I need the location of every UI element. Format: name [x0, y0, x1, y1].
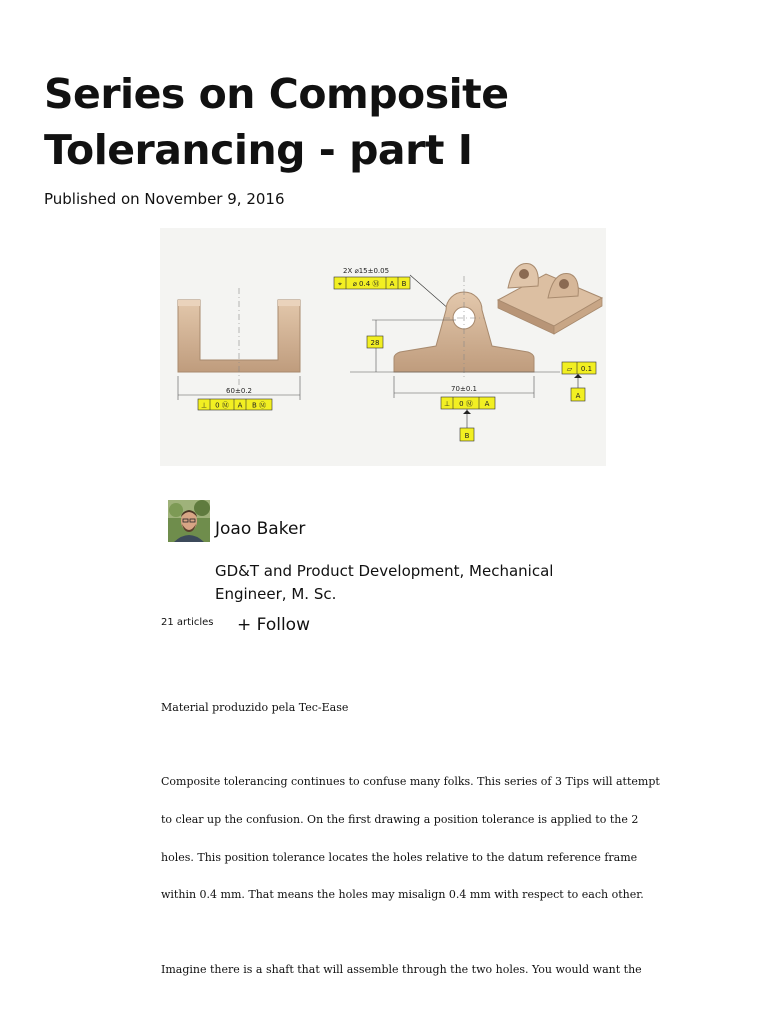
left-feature-control-frame	[198, 399, 272, 410]
follow-button[interactable]: + Follow	[237, 615, 310, 635]
svg-text:0.1: 0.1	[580, 365, 593, 373]
svg-text:▱: ▱	[566, 365, 573, 373]
publish-date: Published on November 9, 2016	[44, 190, 285, 208]
author-headline: GD&T and Product Development, Mechanical Engineer, M. Sc.	[215, 562, 554, 603]
body-paragraph-line: Imagine there is a shaft that will assemble through the two holes. You would want the	[161, 963, 642, 976]
body-paragraph-line: Composite tolerancing continues to confuse many folks. This series of 3 Tips will attempt	[161, 775, 660, 788]
svg-text:A: A	[389, 280, 395, 288]
svg-text:B: B	[401, 280, 407, 288]
left-width-dimension: 60±0.2	[226, 387, 252, 395]
hole-size-note: 2X ⌀15±0.05	[343, 267, 390, 275]
svg-text:⌀ 0.4 Ⓜ: ⌀ 0.4 Ⓜ	[352, 280, 380, 288]
svg-text:A: A	[237, 401, 243, 410]
top-feature-control-frame	[334, 277, 410, 289]
svg-text:0 Ⓜ: 0 Ⓜ	[215, 401, 229, 410]
author-name[interactable]: Joao Baker	[215, 519, 306, 539]
article-hero-figure	[160, 228, 606, 466]
svg-text:⊥: ⊥	[200, 401, 208, 410]
svg-text:⌖: ⌖	[338, 280, 342, 288]
body-paragraph-line: holes. This position tolerance locates the holes relative to the datum reference frame	[161, 851, 638, 864]
datum-a-label: A	[575, 392, 581, 400]
svg-text:⊥: ⊥	[443, 400, 451, 408]
height-dimension: 28	[370, 339, 380, 347]
author-avatar[interactable]	[168, 500, 210, 542]
body-paragraph-line: Material produzido pela Tec-Ease	[161, 701, 349, 714]
svg-text:A: A	[484, 400, 490, 408]
author-article-count[interactable]: 21 articles	[161, 617, 214, 628]
svg-text:0 Ⓜ: 0 Ⓜ	[459, 400, 473, 408]
svg-text:B Ⓜ: B Ⓜ	[251, 401, 267, 410]
article-title: Series on Composite Tolerancing - part I	[44, 70, 509, 174]
datum-b-label: B	[464, 432, 470, 440]
body-paragraph-line: within 0.4 mm. That means the holes may misalign 0.4 mm with respect to each other.	[161, 888, 644, 901]
body-paragraph-line: to clear up the confusion. On the first drawing a position tolerance is applied to the 2	[161, 813, 639, 826]
bracket-width-dimension: 70±0.1	[451, 385, 477, 393]
